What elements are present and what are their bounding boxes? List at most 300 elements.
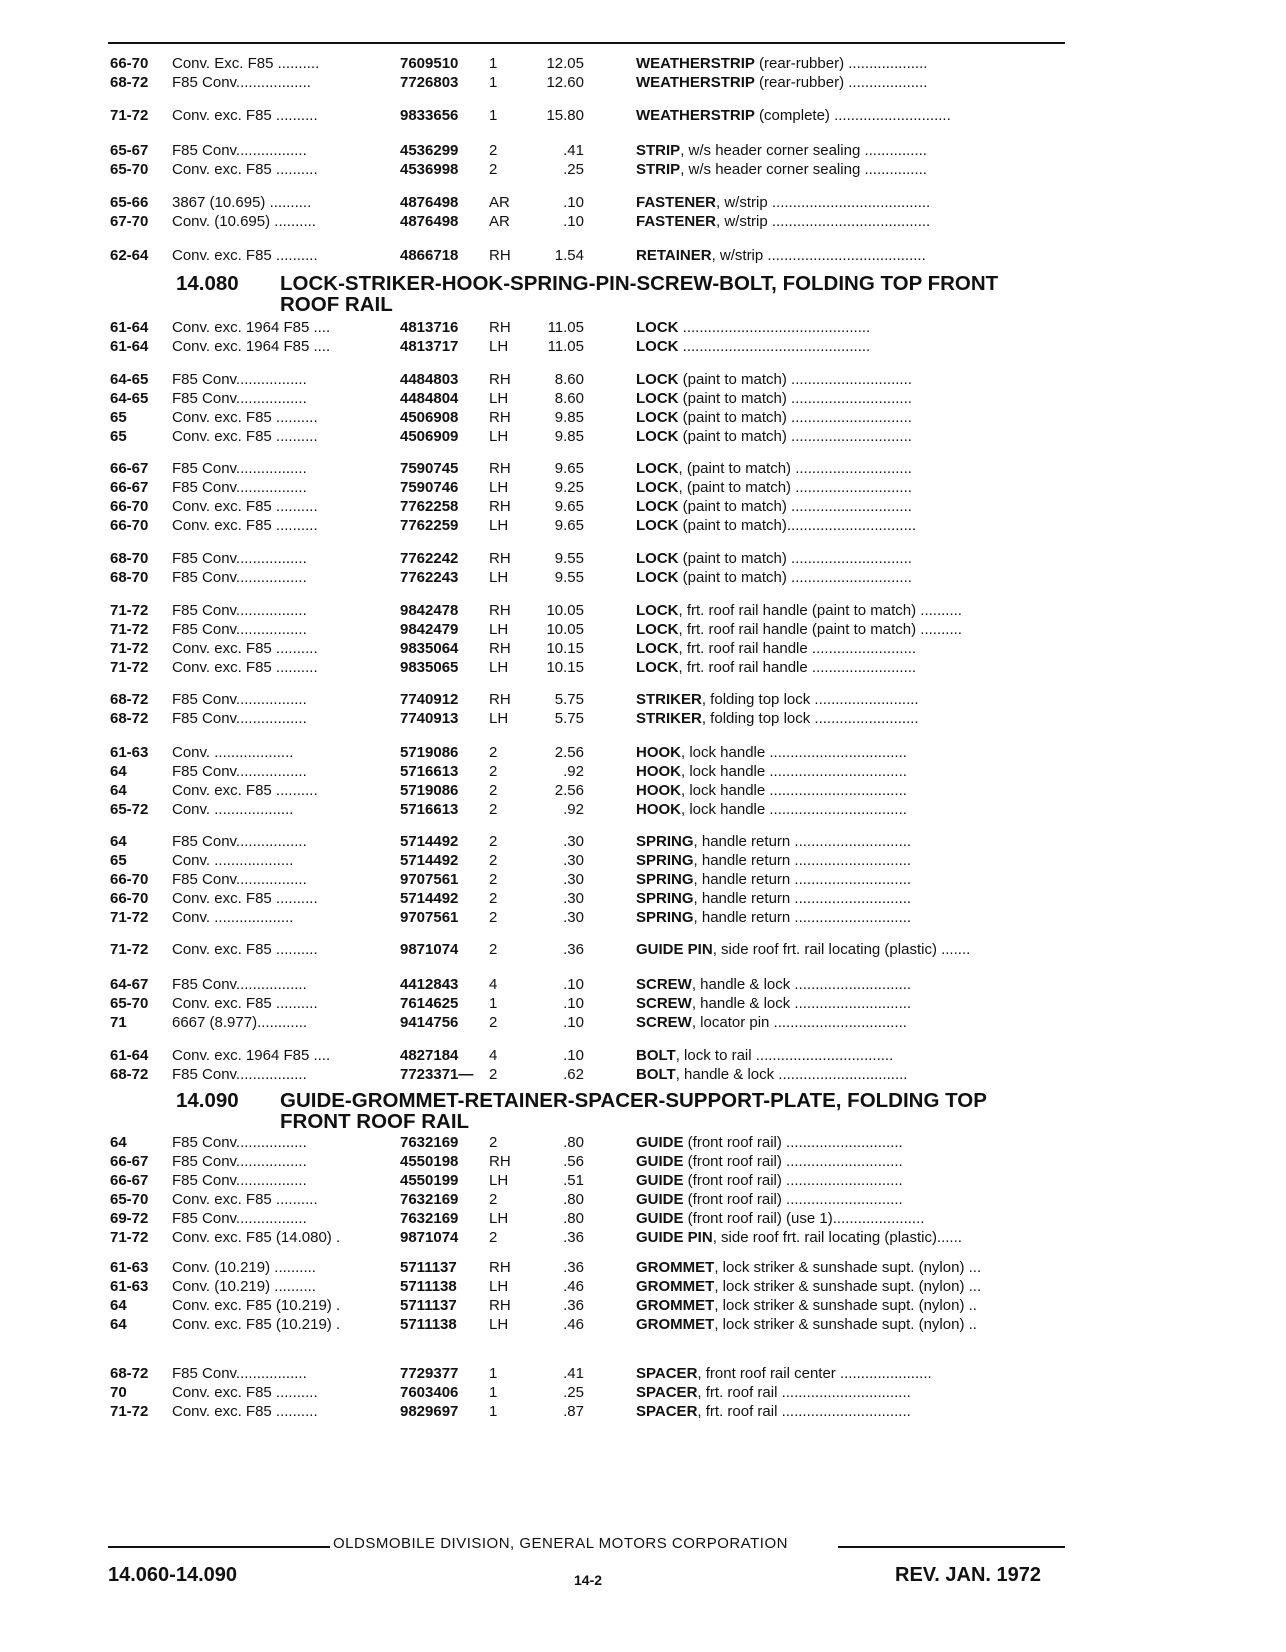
model-applicability: Conv. exc. F85 .......... bbox=[172, 1384, 318, 1401]
model-years: 65-70 bbox=[110, 995, 149, 1012]
part-detail: , handle return ............................ bbox=[693, 833, 912, 850]
part-number: 9414756 bbox=[400, 1014, 459, 1031]
model-years: 65-67 bbox=[110, 142, 149, 159]
part-name: GUIDE bbox=[636, 1191, 684, 1208]
part-detail: , handle & lock ............................... bbox=[675, 1066, 908, 1083]
part-description bbox=[636, 762, 1066, 781]
model-years: 68-70 bbox=[110, 550, 149, 567]
part-name: LOCK bbox=[636, 460, 679, 477]
quantity: 1 bbox=[489, 995, 498, 1012]
part-detail: , lock to rail ................................. bbox=[675, 1047, 894, 1064]
part-number: 7740913 bbox=[400, 710, 459, 727]
model-applicability: Conv. ................... bbox=[172, 801, 294, 818]
price: .10 bbox=[563, 976, 584, 993]
table-row bbox=[0, 1228, 1286, 1247]
part-name: SPACER bbox=[636, 1403, 698, 1420]
parts-group bbox=[0, 549, 1286, 587]
part-description bbox=[636, 1152, 1066, 1171]
table-row bbox=[0, 246, 1286, 265]
part-name: SCREW bbox=[636, 1014, 692, 1031]
quantity: 2 bbox=[489, 161, 498, 178]
part-detail: (paint to match) ............................. bbox=[678, 428, 912, 445]
parts-group bbox=[0, 459, 1286, 535]
part-name: LOCK bbox=[636, 498, 679, 515]
part-number: 9707561 bbox=[400, 871, 459, 888]
model-applicability: Conv. exc. F85 .......... bbox=[172, 1191, 318, 1208]
quantity: 1 bbox=[489, 1403, 498, 1420]
part-detail: , frt. roof rail handle ......................... bbox=[678, 640, 917, 657]
model-applicability: Conv. exc. F85 (10.219) . bbox=[172, 1297, 341, 1314]
part-number: 7762259 bbox=[400, 517, 459, 534]
part-number: 9871074 bbox=[400, 1229, 459, 1246]
part-detail: (front roof rail) ............................ bbox=[683, 1153, 903, 1170]
model-years: 61-63 bbox=[110, 744, 149, 761]
part-detail: , w/strip ...................................... bbox=[716, 194, 931, 211]
price: 10.05 bbox=[546, 621, 584, 638]
part-number: 4484803 bbox=[400, 371, 459, 388]
quantity: LH bbox=[489, 338, 509, 355]
part-name: SPRING bbox=[636, 890, 694, 907]
parts-group bbox=[0, 1046, 1286, 1084]
part-number: 4876498 bbox=[400, 194, 459, 211]
part-detail: , frt. roof rail ............................... bbox=[697, 1384, 911, 1401]
table-row bbox=[0, 568, 1286, 587]
quantity: 2 bbox=[489, 833, 498, 850]
model-years: 64-65 bbox=[110, 390, 149, 407]
part-name: HOOK bbox=[636, 801, 681, 818]
part-number: 9835064 bbox=[400, 640, 459, 657]
quantity: 2 bbox=[489, 1229, 498, 1246]
price: 9.65 bbox=[554, 517, 584, 534]
part-detail: , side roof frt. rail locating (plastic)...... bbox=[712, 1229, 962, 1246]
quantity: 2 bbox=[489, 1014, 498, 1031]
table-row bbox=[0, 658, 1286, 677]
part-description bbox=[636, 709, 1066, 728]
model-applicability: Conv. exc. F85 .......... bbox=[172, 659, 318, 676]
parts-group bbox=[0, 1258, 1286, 1334]
part-description bbox=[636, 1013, 1066, 1032]
part-name: RETAINER bbox=[636, 247, 712, 264]
part-name: GROMMET bbox=[636, 1297, 715, 1314]
quantity: 2 bbox=[489, 744, 498, 761]
price: .56 bbox=[563, 1153, 584, 1170]
model-years: 64 bbox=[110, 1134, 127, 1151]
model-years: 65 bbox=[110, 852, 127, 869]
part-description bbox=[636, 940, 1066, 959]
part-detail: , lock striker & sunshade supt. (nylon) ... bbox=[714, 1259, 982, 1276]
part-number: 5711138 bbox=[400, 1316, 457, 1333]
part-name: STRIP bbox=[636, 161, 681, 178]
model-years: 67-70 bbox=[110, 213, 149, 230]
quantity: 1 bbox=[489, 74, 498, 91]
part-number: 5719086 bbox=[400, 744, 459, 761]
part-name: SPRING bbox=[636, 871, 694, 888]
part-number: 9835065 bbox=[400, 659, 459, 676]
model-years: 64-65 bbox=[110, 371, 149, 388]
model-applicability: Conv. exc. 1964 F85 .... bbox=[172, 319, 331, 336]
part-number: 9833656 bbox=[400, 107, 459, 124]
part-description bbox=[636, 832, 1066, 851]
part-name: WEATHERSTRIP bbox=[636, 74, 755, 91]
price: .25 bbox=[563, 1384, 584, 1401]
part-number: 4876498 bbox=[400, 213, 459, 230]
model-years: 68-72 bbox=[110, 1365, 149, 1382]
price: .10 bbox=[563, 1047, 584, 1064]
quantity: 1 bbox=[489, 55, 498, 72]
part-name: GROMMET bbox=[636, 1259, 715, 1276]
price: .51 bbox=[563, 1172, 584, 1189]
table-row bbox=[0, 408, 1286, 427]
price: 1.54 bbox=[554, 247, 584, 264]
model-applicability: F85 Conv................. bbox=[172, 1153, 307, 1170]
table-row bbox=[0, 908, 1286, 927]
part-detail: , (paint to match) ............................ bbox=[678, 460, 912, 477]
part-detail: ............................................. bbox=[678, 319, 871, 336]
part-description bbox=[636, 908, 1066, 927]
part-number: 4813716 bbox=[400, 319, 459, 336]
part-description bbox=[636, 1277, 1066, 1296]
quantity: AR bbox=[489, 213, 510, 230]
part-description bbox=[636, 408, 1066, 427]
footer-section-range: 14.060-14.090 bbox=[108, 1564, 238, 1586]
model-years: 64 bbox=[110, 782, 127, 799]
quantity: LH bbox=[489, 659, 509, 676]
model-applicability: F85 Conv................. bbox=[172, 976, 307, 993]
quantity: RH bbox=[489, 498, 511, 515]
part-name: LOCK bbox=[636, 640, 679, 657]
model-applicability: F85 Conv................. bbox=[172, 479, 307, 496]
table-row bbox=[0, 690, 1286, 709]
part-number: 5716613 bbox=[400, 801, 459, 818]
part-name: GUIDE bbox=[636, 1134, 684, 1151]
model-applicability: F85 Conv................. bbox=[172, 390, 307, 407]
part-description bbox=[636, 1190, 1066, 1209]
part-detail: , front roof rail center ...................... bbox=[697, 1365, 932, 1382]
price: .62 bbox=[563, 1066, 584, 1083]
model-applicability: Conv. exc. F85 (14.080) . bbox=[172, 1229, 341, 1246]
model-applicability: F85 Conv.................. bbox=[172, 74, 311, 91]
part-detail: , frt. roof rail handle ......................... bbox=[678, 659, 917, 676]
part-detail: , (paint to match) ............................ bbox=[678, 479, 912, 496]
table-row bbox=[0, 1209, 1286, 1228]
model-applicability: F85 Conv................. bbox=[172, 602, 307, 619]
part-name: HOOK bbox=[636, 763, 681, 780]
price: .36 bbox=[563, 1229, 584, 1246]
table-row bbox=[0, 975, 1286, 994]
section-title-line1: LOCK-STRIKER-HOOK-SPRING-PIN-SCREW-BOLT, FOLDING TOP FRONT bbox=[280, 272, 999, 295]
price: .30 bbox=[563, 890, 584, 907]
price: .10 bbox=[563, 1014, 584, 1031]
price: .46 bbox=[563, 1316, 584, 1333]
model-applicability: F85 Conv................. bbox=[172, 871, 307, 888]
part-number: 4550199 bbox=[400, 1172, 459, 1189]
table-row bbox=[0, 427, 1286, 446]
table-row bbox=[0, 743, 1286, 762]
table-row bbox=[0, 851, 1286, 870]
price: .92 bbox=[563, 801, 584, 818]
part-detail: (front roof rail) ............................ bbox=[683, 1191, 903, 1208]
price: 9.55 bbox=[554, 569, 584, 586]
part-description bbox=[636, 1046, 1066, 1065]
model-applicability: Conv. exc. F85 .......... bbox=[172, 107, 318, 124]
model-years: 71-72 bbox=[110, 640, 149, 657]
model-applicability: Conv. exc. F85 .......... bbox=[172, 890, 318, 907]
part-description bbox=[636, 870, 1066, 889]
model-years: 65 bbox=[110, 428, 127, 445]
part-detail: , frt. roof rail handle (paint to match) .......... bbox=[678, 602, 962, 619]
model-years: 66-70 bbox=[110, 890, 149, 907]
model-applicability: F85 Conv................. bbox=[172, 460, 307, 477]
part-name: WEATHERSTRIP bbox=[636, 55, 755, 72]
part-number: 7729377 bbox=[400, 1365, 459, 1382]
model-years: 68-72 bbox=[110, 1066, 149, 1083]
quantity: 2 bbox=[489, 909, 498, 926]
part-name: GUIDE bbox=[636, 1153, 684, 1170]
part-description bbox=[636, 1296, 1066, 1315]
table-row bbox=[0, 1152, 1286, 1171]
table-row bbox=[0, 160, 1286, 179]
part-description bbox=[636, 1209, 1066, 1228]
top-rule bbox=[108, 42, 1065, 44]
part-name: LOCK bbox=[636, 569, 679, 586]
table-row bbox=[0, 1383, 1286, 1402]
price: .10 bbox=[563, 194, 584, 211]
part-number: 7632169 bbox=[400, 1134, 459, 1151]
quantity: 2 bbox=[489, 782, 498, 799]
part-description bbox=[636, 781, 1066, 800]
table-row bbox=[0, 870, 1286, 889]
part-detail: , frt. roof rail ............................... bbox=[697, 1403, 911, 1420]
part-number: 7726803 bbox=[400, 74, 459, 91]
quantity: 2 bbox=[489, 1066, 498, 1083]
part-name: LOCK bbox=[636, 390, 679, 407]
part-number: 5711137 bbox=[400, 1259, 457, 1276]
part-description bbox=[636, 389, 1066, 408]
part-detail: , handle return ............................ bbox=[693, 890, 912, 907]
model-applicability: F85 Conv................. bbox=[172, 691, 307, 708]
quantity: LH bbox=[489, 569, 509, 586]
quantity: LH bbox=[489, 390, 509, 407]
part-description bbox=[636, 851, 1066, 870]
table-row bbox=[0, 1013, 1286, 1032]
model-years: 71-72 bbox=[110, 941, 149, 958]
table-row bbox=[0, 54, 1286, 73]
price: .36 bbox=[563, 941, 584, 958]
part-number: 5719086 bbox=[400, 782, 459, 799]
price: .80 bbox=[563, 1191, 584, 1208]
price: 11.05 bbox=[547, 338, 584, 355]
parts-group bbox=[0, 106, 1286, 125]
part-number: 5716613 bbox=[400, 763, 459, 780]
price: 12.60 bbox=[546, 74, 584, 91]
part-number: 9707561 bbox=[400, 909, 459, 926]
part-description bbox=[636, 1402, 1066, 1421]
model-years: 61-63 bbox=[110, 1278, 149, 1295]
part-detail: (front roof rail) ............................ bbox=[683, 1134, 903, 1151]
price: 9.85 bbox=[554, 409, 584, 426]
quantity: LH bbox=[489, 1210, 509, 1227]
part-detail: , w/strip ...................................... bbox=[711, 247, 926, 264]
price: 12.05 bbox=[546, 55, 584, 72]
quantity: LH bbox=[489, 1316, 509, 1333]
part-name: GROMMET bbox=[636, 1316, 715, 1333]
section-title-line1: GUIDE-GROMMET-RETAINER-SPACER-SUPPORT-PLATE, FOLDING TOP bbox=[280, 1089, 987, 1112]
model-applicability: F85 Conv................. bbox=[172, 569, 307, 586]
quantity: LH bbox=[489, 710, 509, 727]
part-name: LOCK bbox=[636, 517, 679, 534]
part-number: 7740912 bbox=[400, 691, 459, 708]
part-detail: , folding top lock ......................... bbox=[701, 710, 919, 727]
model-years: 66-70 bbox=[110, 517, 149, 534]
model-applicability: 6667 (8.977)............ bbox=[172, 1014, 308, 1031]
quantity: RH bbox=[489, 1297, 511, 1314]
part-description bbox=[636, 994, 1066, 1013]
model-applicability: F85 Conv................. bbox=[172, 142, 307, 159]
model-applicability: Conv. exc. F85 .......... bbox=[172, 498, 318, 515]
part-number: 7723371— bbox=[400, 1066, 474, 1083]
model-applicability: F85 Conv................. bbox=[172, 550, 307, 567]
part-name: LOCK bbox=[636, 602, 679, 619]
table-row bbox=[0, 1364, 1286, 1383]
part-number: 4550198 bbox=[400, 1153, 459, 1170]
quantity: 2 bbox=[489, 890, 498, 907]
price: .10 bbox=[563, 213, 584, 230]
model-applicability: Conv. exc. F85 .......... bbox=[172, 161, 318, 178]
part-name: LOCK bbox=[636, 338, 679, 355]
part-name: WEATHERSTRIP bbox=[636, 107, 755, 124]
model-years: 66-67 bbox=[110, 460, 149, 477]
part-number: 7609510 bbox=[400, 55, 459, 72]
part-detail: , w/strip ...................................... bbox=[716, 213, 931, 230]
price: 2.56 bbox=[554, 782, 584, 799]
model-years: 66-70 bbox=[110, 55, 149, 72]
model-applicability: Conv. ................... bbox=[172, 909, 294, 926]
quantity: 2 bbox=[489, 871, 498, 888]
model-applicability: Conv. (10.219) .......... bbox=[172, 1259, 316, 1276]
parts-group bbox=[0, 318, 1286, 356]
part-detail: , lock handle ................................. bbox=[681, 801, 907, 818]
model-applicability: Conv. exc. F85 (10.219) . bbox=[172, 1316, 341, 1333]
price: 15.80 bbox=[546, 107, 584, 124]
part-name: SPRING bbox=[636, 833, 694, 850]
table-row bbox=[0, 1065, 1286, 1084]
part-name: GUIDE PIN bbox=[636, 1229, 713, 1246]
model-years: 71 bbox=[110, 1014, 127, 1031]
model-years: 66-70 bbox=[110, 871, 149, 888]
part-number: 7590746 bbox=[400, 479, 459, 496]
table-row bbox=[0, 1133, 1286, 1152]
part-number: 7632169 bbox=[400, 1210, 459, 1227]
footer-rule-right bbox=[838, 1546, 1065, 1548]
quantity: 2 bbox=[489, 852, 498, 869]
price: .25 bbox=[563, 161, 584, 178]
part-description bbox=[636, 975, 1066, 994]
table-row bbox=[0, 478, 1286, 497]
price: 8.60 bbox=[554, 390, 584, 407]
table-row bbox=[0, 1258, 1286, 1277]
quantity: LH bbox=[489, 1278, 509, 1295]
quantity: RH bbox=[489, 319, 511, 336]
quantity: RH bbox=[489, 691, 511, 708]
part-description bbox=[636, 889, 1066, 908]
part-description bbox=[636, 743, 1066, 762]
table-row bbox=[0, 389, 1286, 408]
part-number: 5711137 bbox=[400, 1297, 457, 1314]
part-detail: (rear-rubber) ................... bbox=[754, 74, 928, 91]
model-years: 66-67 bbox=[110, 1172, 149, 1189]
price: .36 bbox=[563, 1297, 584, 1314]
part-description bbox=[636, 246, 1066, 265]
part-detail: , lock striker & sunshade supt. (nylon) ... bbox=[714, 1278, 982, 1295]
part-name: STRIKER bbox=[636, 691, 702, 708]
part-description bbox=[636, 73, 1066, 92]
part-name: LOCK bbox=[636, 409, 679, 426]
model-applicability: Conv. exc. F85 .......... bbox=[172, 782, 318, 799]
table-row bbox=[0, 1296, 1286, 1315]
part-name: FASTENER bbox=[636, 194, 717, 211]
part-number: 9842478 bbox=[400, 602, 459, 619]
part-number: 7590745 bbox=[400, 460, 459, 477]
part-detail: , lock handle ................................. bbox=[681, 782, 907, 799]
part-name: LOCK bbox=[636, 371, 679, 388]
quantity: 2 bbox=[489, 1134, 498, 1151]
price: .30 bbox=[563, 852, 584, 869]
quantity: LH bbox=[489, 621, 509, 638]
quantity: LH bbox=[489, 517, 509, 534]
part-detail: , lock handle ................................. bbox=[681, 763, 907, 780]
price: 8.60 bbox=[554, 371, 584, 388]
model-years: 68-72 bbox=[110, 691, 149, 708]
model-years: 66-67 bbox=[110, 1153, 149, 1170]
price: 11.05 bbox=[547, 319, 584, 336]
price: 9.65 bbox=[554, 498, 584, 515]
part-number: 4536299 bbox=[400, 142, 459, 159]
model-years: 71-72 bbox=[110, 602, 149, 619]
price: .30 bbox=[563, 871, 584, 888]
model-applicability: F85 Conv................. bbox=[172, 833, 307, 850]
table-row bbox=[0, 994, 1286, 1013]
part-detail: , handle & lock ............................ bbox=[691, 976, 912, 993]
part-description bbox=[636, 497, 1066, 516]
model-applicability: Conv. exc. F85 .......... bbox=[172, 1403, 318, 1420]
footer-rule-left bbox=[108, 1546, 330, 1548]
model-years: 68-72 bbox=[110, 710, 149, 727]
part-number: 7762243 bbox=[400, 569, 459, 586]
part-name: GUIDE PIN bbox=[636, 941, 713, 958]
part-description bbox=[636, 427, 1066, 446]
price: 2.56 bbox=[554, 744, 584, 761]
model-applicability: Conv. ................... bbox=[172, 852, 294, 869]
table-row bbox=[0, 709, 1286, 728]
parts-group bbox=[0, 743, 1286, 819]
quantity: RH bbox=[489, 371, 511, 388]
table-row bbox=[0, 212, 1286, 231]
part-name: SCREW bbox=[636, 995, 692, 1012]
part-description bbox=[636, 141, 1066, 160]
model-years: 71-72 bbox=[110, 1229, 149, 1246]
part-description bbox=[636, 478, 1066, 497]
part-detail: , side roof frt. rail locating (plastic) ....... bbox=[712, 941, 971, 958]
part-name: GUIDE bbox=[636, 1210, 684, 1227]
quantity: 2 bbox=[489, 801, 498, 818]
quantity: 2 bbox=[489, 763, 498, 780]
part-number: 7762258 bbox=[400, 498, 459, 515]
price: 5.75 bbox=[554, 710, 584, 727]
part-detail: , handle return ............................ bbox=[693, 871, 912, 888]
part-number: 9871074 bbox=[400, 941, 459, 958]
part-detail: (paint to match) ............................. bbox=[678, 498, 912, 515]
part-number: 4506909 bbox=[400, 428, 459, 445]
